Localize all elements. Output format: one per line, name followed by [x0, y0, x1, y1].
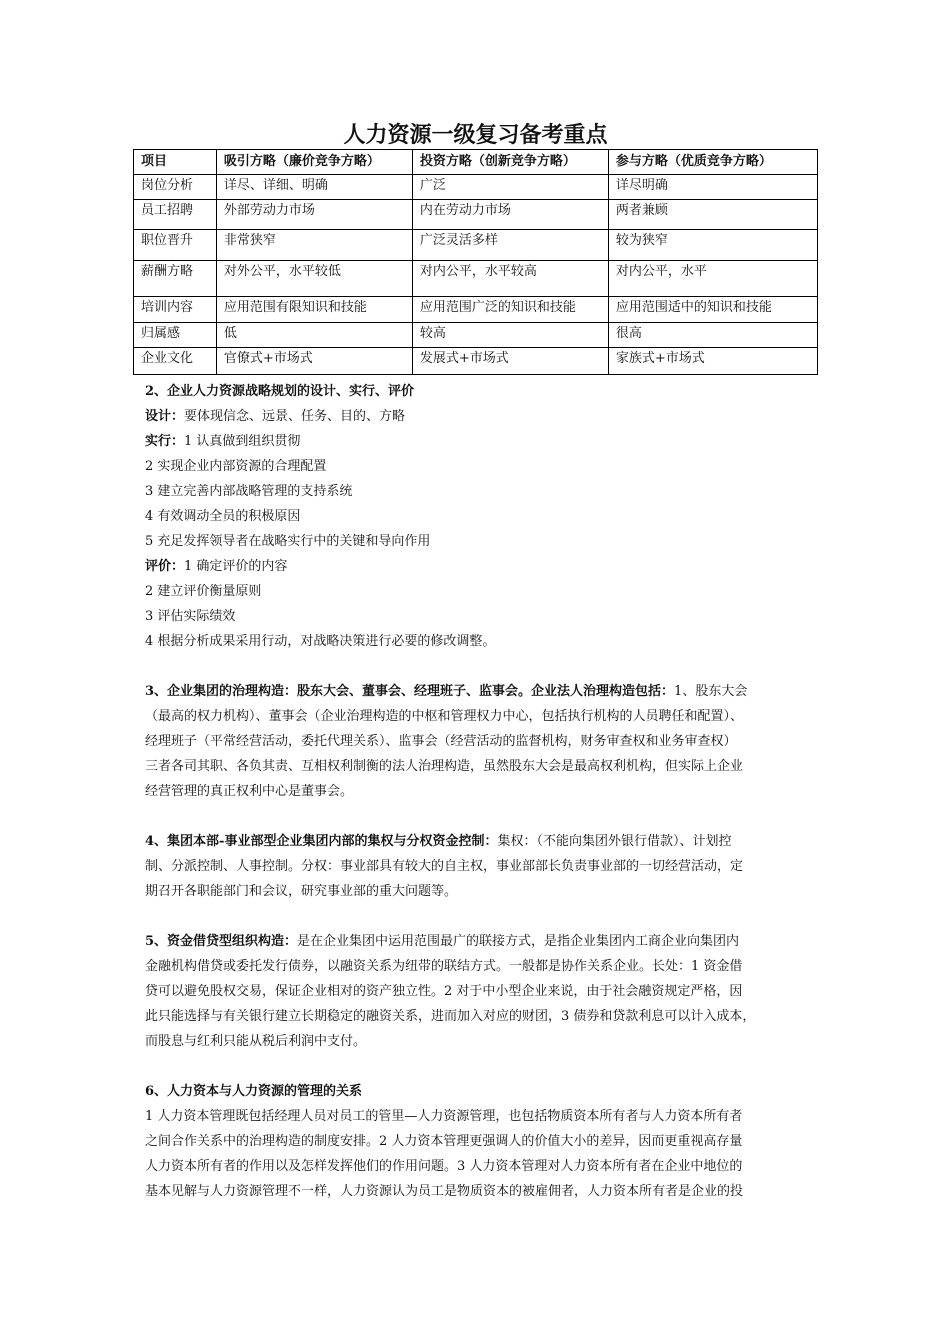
table-cell: 对内公平，水平较高: [412, 261, 608, 297]
table-header-cell: 投资方略（创新竞争方略）: [412, 150, 608, 175]
table-row: [134, 175, 818, 200]
table-cell: 官僚式+市场式: [216, 348, 412, 375]
table-cell: 应用范围广泛的知识和技能: [412, 297, 608, 323]
table-cell: 归属感: [134, 323, 217, 348]
paragraph: 2 实现企业内部资源的合理配置: [145, 459, 327, 474]
table-row: [134, 230, 818, 261]
paragraph: 此只能选择与有关银行建立长期稳定的融资关系，进而加入对应的财团，3 债券和贷款利息可以计入成本，: [145, 1009, 756, 1024]
table-row: [134, 323, 818, 348]
table-row: [134, 297, 818, 323]
paragraph: 而股息与红利只能从税后利润中支付。: [145, 1034, 367, 1049]
text-run: 1、股东大会: [674, 684, 748, 699]
section-heading: 3、企业集团的治理构造：股东大会、董事会、经理班子、监事会。企业法人治理构造包括：: [145, 684, 675, 699]
table-cell: 详尽明确: [608, 175, 817, 200]
section-heading: 2、企业人力资源战略规划的设计、实行、评价: [145, 384, 415, 399]
paragraph: 制、分派控制、人事控制。分权：事业部具有较大的自主权，事业部部长负责事业部的一切经营活动，定: [145, 859, 744, 874]
table-cell: 对外公平，水平较低: [216, 261, 412, 297]
table-cell: 岗位分析: [134, 175, 217, 200]
table-cell: 广泛灵活多样: [412, 230, 608, 261]
table-cell: 很高: [608, 323, 817, 348]
table-row: [134, 261, 818, 297]
text-run: 要体现信念、远景、任务、目的、方略: [184, 409, 406, 424]
paragraph: [145, 404, 823, 429]
paragraph: 2 建立评价衡量原则: [145, 584, 262, 599]
table-cell: 对内公平，水平: [608, 261, 817, 297]
section-heading: 4、集团本部-事业部型企业集团内部的集权与分权资金控制：: [145, 834, 498, 849]
document-title: 人力资源一级复习备考重点: [343, 122, 608, 148]
table-row: [134, 348, 818, 375]
table-cell: 培训内容: [134, 297, 217, 323]
table-cell: 发展式+市场式: [412, 348, 608, 375]
table-cell: 详尽、详细、明确: [216, 175, 412, 200]
paragraph: [145, 829, 823, 854]
text-run: 是在企业集团中运用范围最广的联接方式，是指企业集团内工商企业向集团内: [297, 934, 740, 949]
paragraph: 3 评估实际绩效: [145, 609, 236, 624]
inline-label: 实行：: [145, 434, 185, 449]
table-header-cell: 项目: [134, 150, 217, 175]
paragraph: （最高的权力机构）、董事会（企业治理构造的中枢和管理权力中心，包括执行机构的人员聘任和配置）、: [145, 709, 744, 724]
paragraph: 期召开各职能部门和会议，研究事业部的重大问题等。: [145, 884, 458, 899]
table-cell: 企业文化: [134, 348, 217, 375]
text-run: 1 认真做到组织贯彻: [184, 434, 301, 449]
section-heading: 5、资金借贷型组织构造：: [145, 934, 298, 949]
inline-label: 评价：: [145, 559, 185, 574]
paragraph: 3 建立完善内部战略管理的支持系统: [145, 484, 353, 499]
text-run: 集权：（不能向集团外银行借款）、计划控: [497, 834, 732, 849]
paragraph: 三者各司其职、各负其责、互相权利制衡的法人治理构造，虽然股东大会是最高权利机构，但实际上企业: [145, 759, 744, 774]
paragraph: 金融机构借贷或委托发行债券，以融资关系为纽带的联结方式。一般都是协作关系企业。长处：1 资金借: [145, 959, 743, 974]
table-cell: 较高: [412, 323, 608, 348]
paragraph: 基本见解与人力资源管理不一样，人力资源认为员工是物质资本的被雇佣者，人力资本所有者是企业的投: [145, 1184, 744, 1199]
table-cell: 应用范围有限知识和技能: [216, 297, 412, 323]
table-cell: 非常狭窄: [216, 230, 412, 261]
table-header-cell: 参与方略（优质竞争方略）: [608, 150, 817, 175]
strategy-comparison-table: [133, 149, 818, 375]
paragraph: [145, 429, 823, 454]
paragraph: [145, 679, 823, 704]
document-body: [145, 379, 823, 1204]
inline-label: 设计：: [145, 409, 185, 424]
text-run: 1 确定评价的内容: [184, 559, 288, 574]
table-cell: 低: [216, 323, 412, 348]
table-cell: 应用范围适中的知识和技能: [608, 297, 817, 323]
table-cell: 家族式+市场式: [608, 348, 817, 375]
paragraph: [145, 554, 823, 579]
table-cell: 员工招聘: [134, 200, 217, 230]
paragraph: 1 人力资本管理既包括经理人员对员工的管里—人力资源管理，也包括物质资本所有者与人力资本所有者: [145, 1109, 743, 1124]
table-cell: 内在劳动力市场: [412, 200, 608, 230]
table-header-cell: 吸引方略（廉价竞争方略）: [216, 150, 412, 175]
table-cell: 较为狭窄: [608, 230, 817, 261]
paragraph: 贷可以避免股权交易，保证企业相对的资产独立性。2 对于中小型企业来说，由于社会融资规定严格，因: [145, 984, 743, 999]
paragraph: 之间合作关系中的治理构造的制度安排。2 人力资本管理更强调人的价值大小的差异，因而更重视高存量: [145, 1134, 743, 1149]
table-cell: 职位晋升: [134, 230, 217, 261]
paragraph: 4 根据分析成果采用行动，对战略决策进行必要的修改调整。: [145, 634, 496, 649]
paragraph: 经营管理的真正权利中心是董事会。: [145, 784, 354, 799]
table-cell: 外部劳动力市场: [216, 200, 412, 230]
table-cell: 广泛: [412, 175, 608, 200]
table-cell: 薪酬方略: [134, 261, 217, 297]
table-cell: 两者兼顾: [608, 200, 817, 230]
paragraph: 4 有效调动全员的积极原因: [145, 509, 301, 524]
paragraph: 5 充足发挥领导者在战略实行中的关键和导向作用: [145, 534, 431, 549]
paragraph: 人力资本所有者的作用以及怎样发挥他们的作用问题。3 人力资本管理对人力资本所有者在企业中地位的: [145, 1159, 743, 1174]
paragraph: [145, 929, 823, 954]
table-row: [134, 200, 818, 230]
table-header-row: [134, 150, 818, 175]
section-heading: 6、人力资本与人力资源的管理的关系: [145, 1084, 363, 1099]
paragraph: 经理班子（平常经营活动，委托代理关系）、监事会（经营活动的监督机构，财务审查权和业务审查权）: [145, 734, 737, 749]
